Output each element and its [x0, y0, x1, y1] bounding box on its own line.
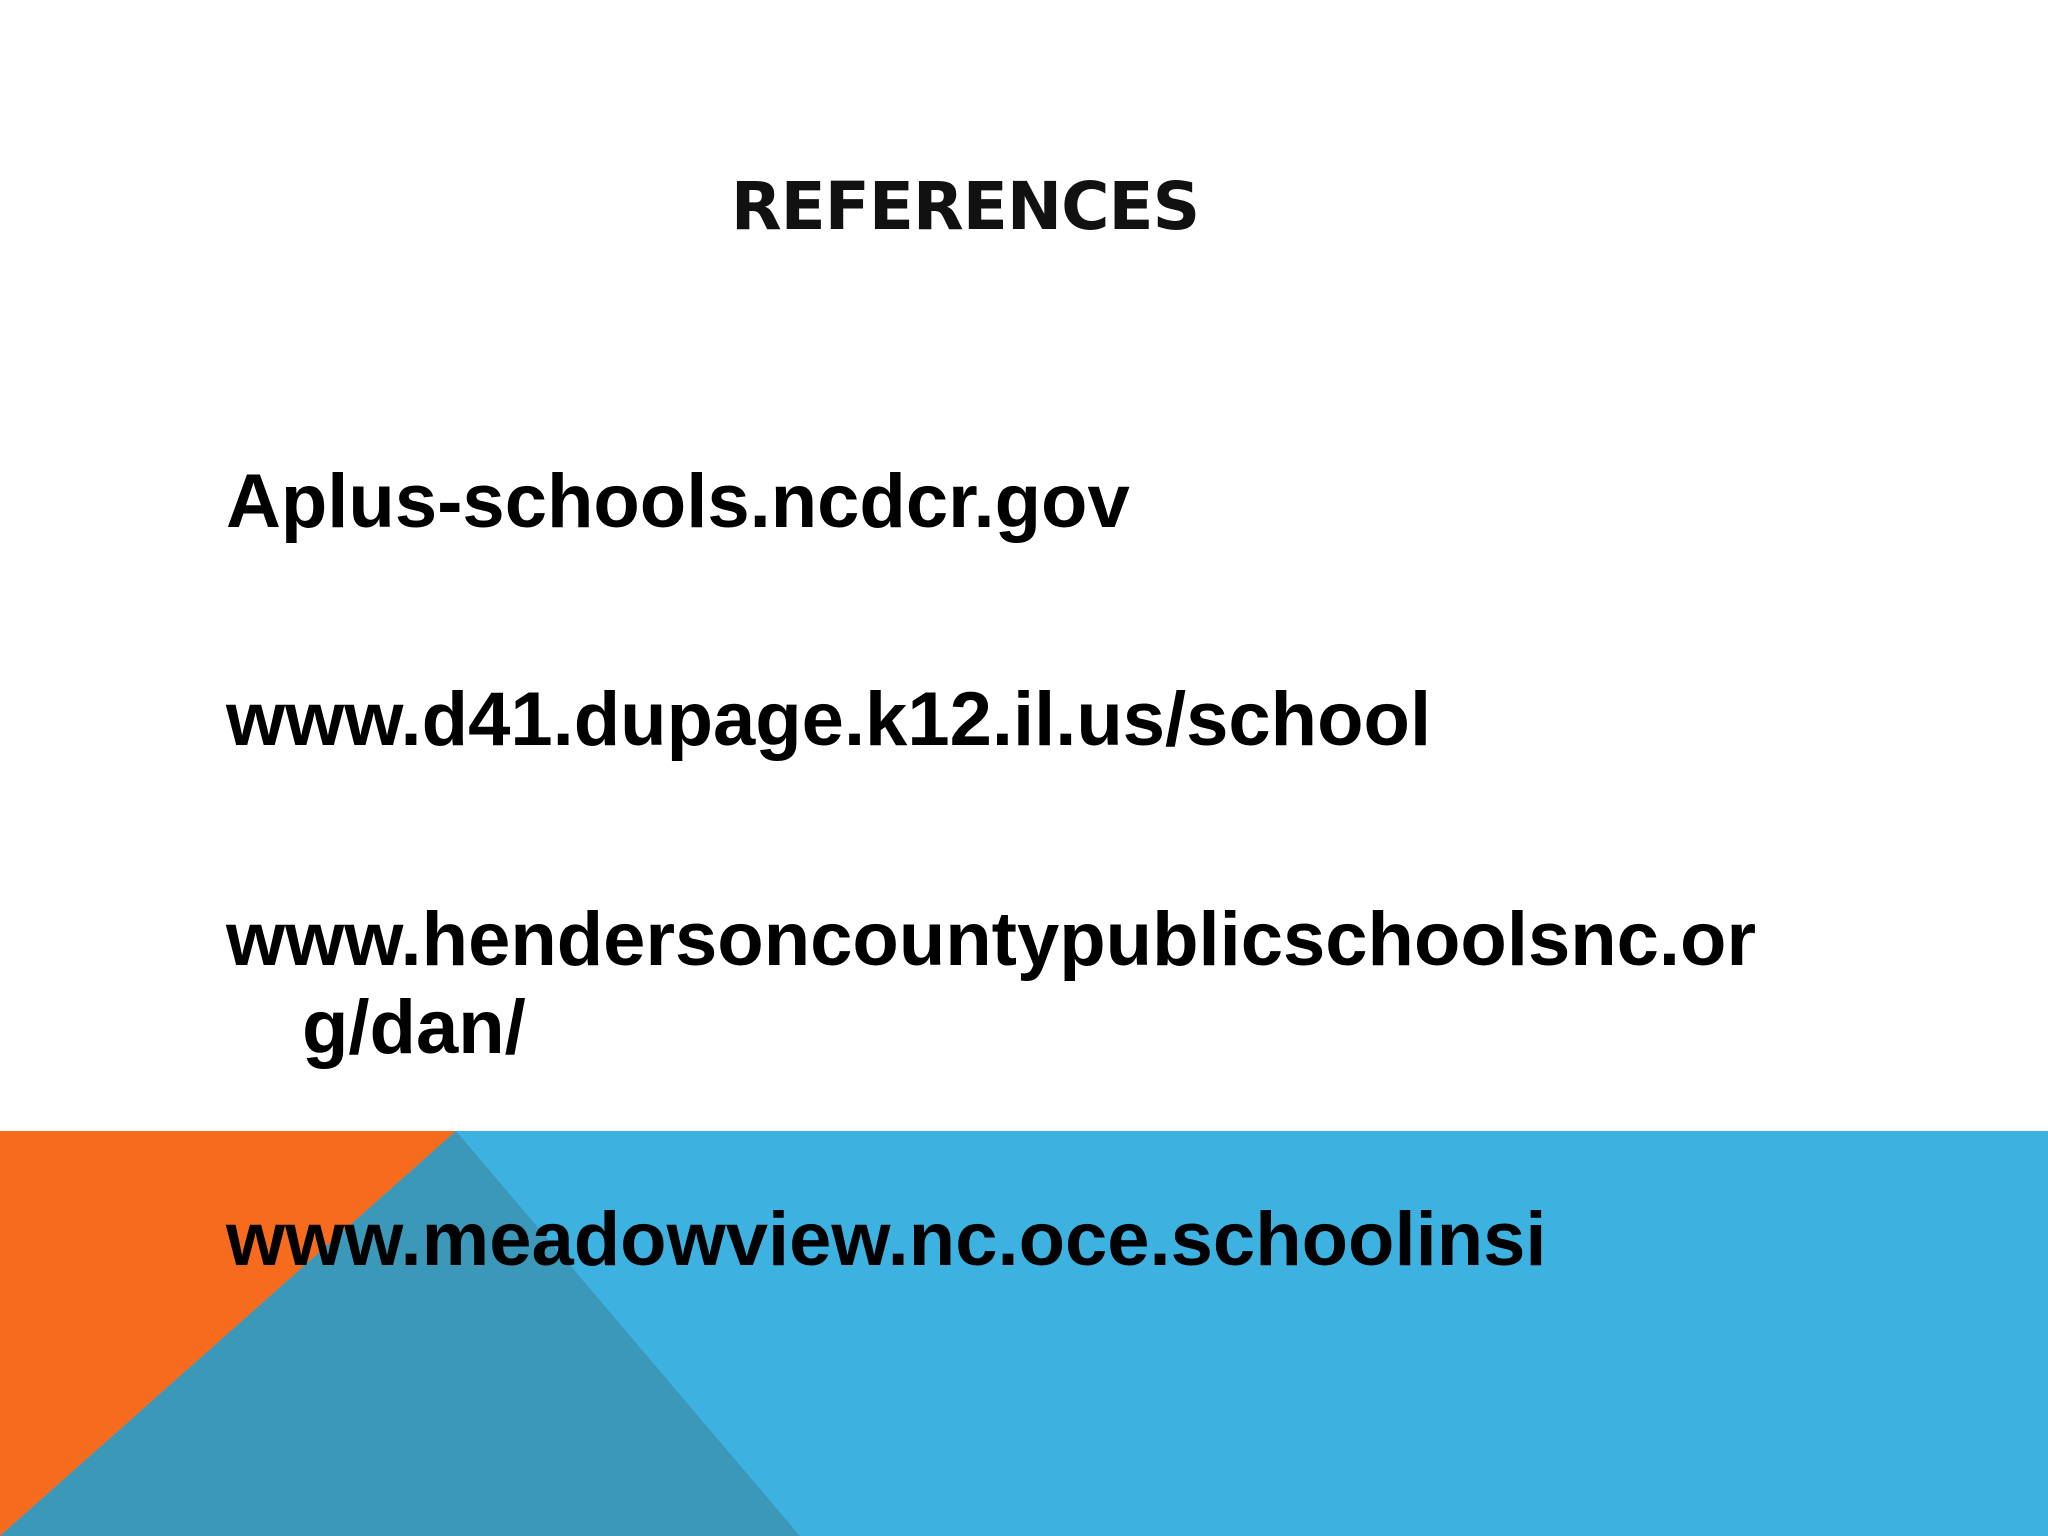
reference-text: www.d41.dupage.k12.il.us/school: [226, 677, 1432, 762]
reference-item: [226, 896, 1756, 1072]
reference-item: [226, 1196, 1547, 1284]
reference-text: Aplus-schools.ncdcr.gov: [226, 459, 1130, 544]
slide-title: REFERENCES: [730, 168, 1200, 245]
reference-item: [226, 458, 1130, 546]
reference-item: [226, 676, 1431, 764]
reference-text-continued: g/dan/: [302, 985, 526, 1070]
reference-text: www.meadowview.nc.oce.schoolinsi: [226, 1197, 1547, 1282]
reference-text: www.hendersoncountypublicschoolsnc.or: [226, 897, 1757, 982]
